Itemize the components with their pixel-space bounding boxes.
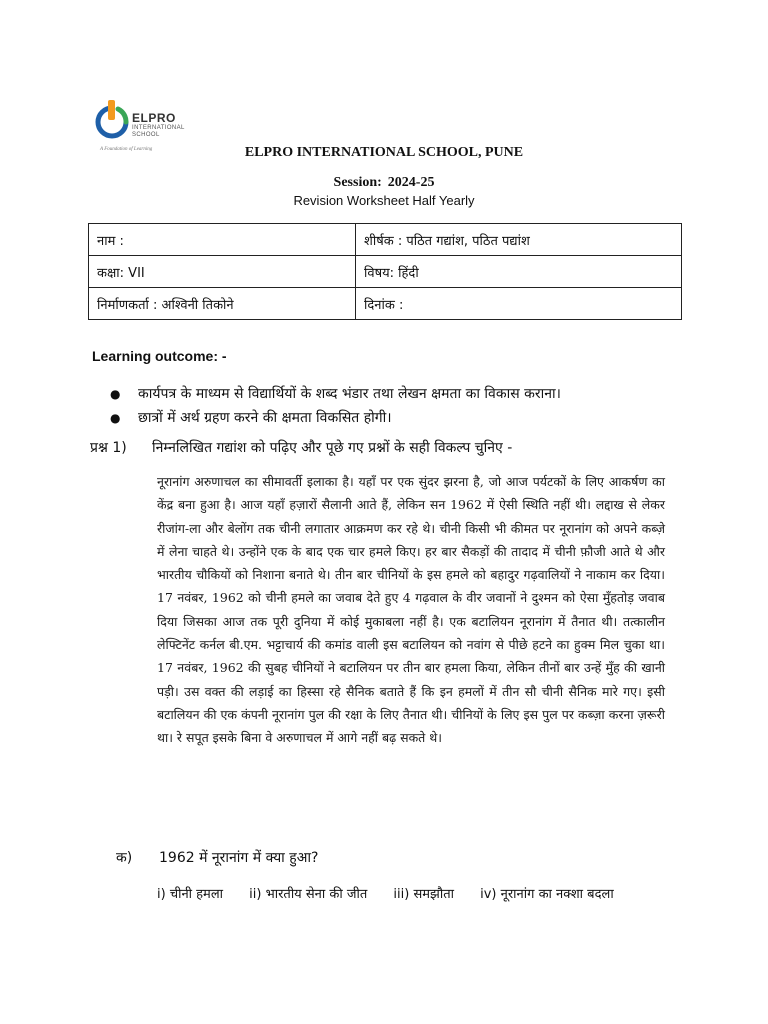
sub-question-text: 1962 में नूरानांग में क्या हुआ? [159, 850, 319, 866]
name-cell: नाम : [89, 224, 356, 256]
question-instruction: निम्नलिखित गद्यांश को पढ़िए और पूछे गए प्रश्नों के सही विकल्प चुनिए - [152, 440, 513, 456]
option-1: i) चीनी हमला [157, 887, 224, 902]
learning-outcome-heading: Learning outcome: - [92, 348, 227, 364]
author-cell: निर्माणकर्ता : अश्विनी तिकोने [89, 288, 356, 320]
worksheet-subtitle: Revision Worksheet Half Yearly [293, 193, 475, 208]
school-name: ELPRO INTERNATIONAL SCHOOL, PUNE [244, 145, 524, 160]
learning-outcome-list [110, 382, 561, 430]
option-4: iv) नूरानांग का नक्शा बदला [480, 887, 614, 902]
table-row [89, 256, 682, 288]
table-row [89, 288, 682, 320]
date-cell: दिनांक : [356, 288, 682, 320]
info-table [88, 223, 682, 320]
option-3: iii) समझौता [393, 887, 454, 902]
session-line [0, 175, 768, 191]
question-1 [90, 438, 512, 457]
logo-name: ELPRO [132, 111, 176, 125]
session-value: 2024-25 [387, 175, 435, 190]
reading-passage: नूरानांग अरुणाचल का सीमावर्ती इलाका है। यहाँ पर एक सुंदर झरना है, जो आज पर्यटकों के लिए आकर्षण का केंद्र बना हुआ है। आज यहाँ हज़ारों सैलानी आते हैं, लेकिन सन 1962 में ऐसी स्थिति नहीं थी। लद्दाख से लेकर रीजांग-ला और बेलोंग तक चीनी लगातार आक्रमण कर रहे थे। चीनी किसी भी कीमत पर नूरानांग को अपने कब्ज़े में लेना चाहते थे। उन्होंने एक के बाद एक चार हमले किए। हर बार सैकड़ों की तादाद में चीनी फ़ौजी आते थे और भारतीय चौकियों को निशाना बनाते थे। तीन बार चीनियों के इस हमले को बहादुर गढ़वालियों ने नाकाम कर दिया। 17 नवंबर, 1962 को चीनी हमले का जवाब देते हुए 4 गढ़वाल के वीर जवानों ने दुश्मन को ऐसा मुँहतोड़ जवाब दिया जिसका आज तक पूरी दुनिया में कोई मुकाबला नहीं है। एक बटालियन नूरानांग में तैनात थी। तत्कालीन लेफ्टिनेंट कर्नल बी.एम. भट्टाचार्य की कमांड वाली इस बटालियन को नवांग से पीछे हटने का हुक्म मिल चुका था। 17 नवंबर, 1962 की सुबह चीनियों ने बटालियन पर तीन बार हमला किया, लेकिन तीनों बार उन्हें मुँह की खानी पड़ी। उस वक्त की लड़ाई का हिस्सा रहे सैनिक बताते हैं कि इन हमलों में तीन सौ चीनी सैनिक मारे गए। इसी बटालियन की एक कंपनी नूरानांग पुल की रक्षा के लिए तैनात थी। चीनियों के लिए इस पुल पर कब्ज़ा करना ज़रूरी था। रे सपूत इसके बिना वे अरुणाचल में आगे नहीं बढ़ सकते थे। [157, 474, 665, 746]
table-row [89, 224, 682, 256]
sub-question [116, 848, 318, 867]
answer-options [157, 884, 636, 902]
option-2: ii) भारतीय सेना की जीत [249, 887, 368, 902]
session-label: Session: [333, 175, 382, 190]
question-number: प्रश्न 1) [90, 440, 127, 456]
list-item: ● कार्यपत्र के माध्यम से विद्यार्थियों के शब्द भंडार तथा लेखन क्षमता का विकास कराना। [110, 382, 561, 406]
sub-question-label: क) [116, 850, 133, 866]
logo-sub-1: INTERNATIONAL [132, 125, 185, 131]
logo-mark-icon [92, 98, 132, 146]
logo-sub-2: SCHOOL [132, 132, 160, 138]
class-cell: कक्षा: VII [89, 256, 356, 288]
logo-tagline: A Foundation of Learning [100, 147, 153, 152]
subject-cell: विषय: हिंदी [356, 256, 682, 288]
list-item: ● छात्रों में अर्थ ग्रहण करने की क्षमता विकसित होगी। [110, 406, 561, 430]
title-cell: शीर्षक : पठित गद्यांश, पठित पद्यांश [356, 224, 682, 256]
logo-wordmark [132, 112, 185, 139]
